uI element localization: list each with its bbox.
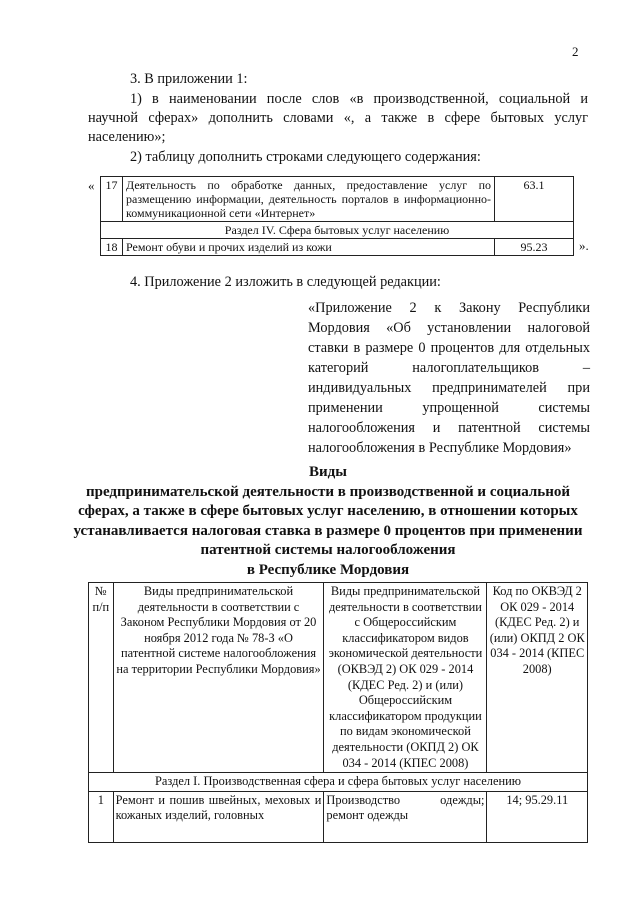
title-line-2: предпринимательской деятельности в производственной и социальной сферах, а также в сфере бытовых услуг населению, в отношении которых устанавливается налоговая ставка в размере 0 процентов при применении патентной системы налогообложения bbox=[73, 483, 583, 558]
section-4-heading: 4. Приложение 2 изложить в следующей редакции: bbox=[130, 274, 441, 290]
code-value: 95.23 bbox=[495, 239, 574, 256]
open-quote-mark: « bbox=[88, 178, 95, 193]
section-label: Раздел IV. Сфера бытовых услуг населению bbox=[101, 222, 574, 239]
section-3-item-1: 1) в наименовании после слов «в производственной, социальной и научной сферах» дополнить словами «, а также в сфере бытовых услуг населению»; bbox=[88, 91, 588, 145]
okved-activity-text: Производство одежды; ремонт одежды bbox=[324, 791, 487, 842]
table-row bbox=[101, 239, 574, 256]
activities-table bbox=[88, 582, 588, 843]
column-header-code: Код по ОКВЭД 2 ОК 029 - 2014 (КДЕС Ред. 2) и (или) ОКПД 2 ОК 034 - 2014 (КПЕС 2008) bbox=[487, 583, 588, 773]
close-quote-mark: ». bbox=[579, 238, 589, 253]
row-number: 17 bbox=[101, 177, 123, 222]
activity-text: Ремонт обуви и прочих изделий из кожи bbox=[123, 239, 495, 256]
document-title bbox=[68, 463, 588, 580]
activity-text: Деятельность по обработке данных, предоставление услуг по размещению информации, деятельность порталов в информационно-коммуникационной сети «Интернет» bbox=[123, 177, 495, 222]
table-row bbox=[89, 791, 588, 842]
page-number: 2 bbox=[572, 44, 579, 59]
column-header-number: № п/п bbox=[89, 583, 114, 773]
title-line-3: в Республике Мордовия bbox=[246, 561, 410, 578]
amendment-table bbox=[100, 176, 574, 256]
law-activity-text: Ремонт и пошив швейных, меховых и кожаных изделий, головных bbox=[113, 791, 324, 842]
table-row bbox=[101, 177, 574, 222]
table-section-row bbox=[89, 773, 588, 792]
code-value: 14; 95.29.11 bbox=[487, 791, 588, 842]
row-number: 18 bbox=[101, 239, 123, 256]
table-section-row bbox=[101, 222, 574, 239]
column-header-law-activity: Виды предпринимательской деятельности в соответствии с Законом Республики Мордовия от 20 ноября 2012 года № 78-З «О патентной системе налогообложения на территории Республики Мордовия» bbox=[113, 583, 324, 773]
code-value: 63.1 bbox=[495, 177, 574, 222]
section-label: Раздел I. Производственная сфера и сфера бытовых услуг населению bbox=[89, 773, 588, 792]
section-3-heading: 3. В приложении 1: bbox=[130, 71, 248, 87]
column-header-okved-activity: Виды предпринимательской деятельности в соответствии с Общероссийским классификатором видов экономической деятельности (ОКВЭД 2) ОК 029 - 2014 (КДЕС Ред. 2) и (или) Общероссийским классификатором продукции по видам экономической деятельности (ОКПД 2) ОК 034 - 2014 (КПЕС 2008) bbox=[324, 583, 487, 773]
section-3-item-2: 2) таблицу дополнить строками следующего содержания: bbox=[130, 149, 481, 165]
appendix-header: «Приложение 2 к Закону Республики Мордовия «Об установлении налоговой ставки в размере 0 процентов для отдельных категорий налогоплательщиков – индивидуальных предпринимателей при применении упрощенной системы налогообложения и патентной системы налогообложения в Республике Мордовия» bbox=[308, 300, 590, 456]
title-line-1: Виды bbox=[309, 464, 347, 480]
table-header-row bbox=[89, 583, 588, 773]
row-number: 1 bbox=[89, 791, 114, 842]
